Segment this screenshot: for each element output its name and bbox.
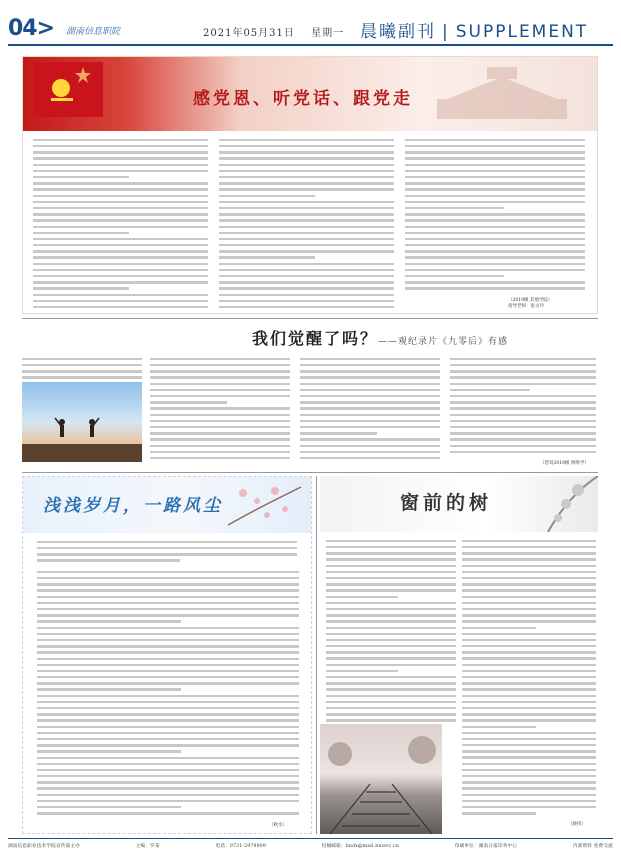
text-column: [22, 356, 142, 381]
article-byline: （晓彤）: [568, 822, 586, 827]
party-flag-icon: [33, 62, 103, 117]
article-byline: [508, 297, 552, 309]
byline-author: （2019级 其他学院）: [508, 298, 553, 303]
silhouette-photo: [22, 382, 142, 462]
article-banner: [23, 477, 311, 533]
section-title: 晨曦副刊 | SUPPLEMENT: [360, 22, 589, 42]
footer-issue: 内部资料 免费交流: [572, 844, 613, 849]
article-byline: （秋水）: [269, 823, 287, 828]
divider: [22, 318, 598, 319]
article-awakened: [22, 322, 598, 470]
text-column: [37, 569, 299, 817]
text-column: [450, 356, 596, 455]
divider: [22, 472, 598, 473]
text-column: [326, 538, 456, 724]
page-number: 04>: [8, 16, 55, 41]
article-tree: [320, 476, 598, 834]
title-main: 我们觉醒了吗？: [252, 329, 379, 348]
text-column: [33, 137, 208, 310]
issue-date: [203, 24, 344, 39]
header-rule: [8, 44, 613, 46]
article-years: [22, 476, 312, 834]
railway-photo: [320, 724, 442, 834]
footer-sponsor: 湖南信息职业技术学院宣传部主办: [8, 844, 80, 849]
text-column: [405, 137, 585, 292]
section-cn: 晨曦副刊: [360, 22, 436, 42]
footer-editor: 主编：罗某: [135, 844, 160, 849]
footer-printer: 印刷单位：湖南日报印务中心: [454, 844, 518, 849]
article-byline: （您说2019级 网络学）: [540, 461, 589, 466]
plum-blossom-icon: [223, 481, 303, 529]
article-title: 感党恩、听党话、跟党走: [193, 89, 413, 109]
school-brand: 湖南信息职院: [66, 27, 121, 37]
article-title: 浅浅岁月，一路风尘: [43, 496, 223, 516]
text-column: [37, 539, 297, 564]
article-gratitude: [22, 56, 598, 314]
weekday-text: 星期一: [311, 28, 345, 39]
tree-branch-icon: [518, 476, 598, 532]
text-column: [300, 356, 440, 461]
footer-email: 投稿邮箱：hndx@mail.hnisvc.cn: [321, 844, 399, 849]
text-column: [219, 137, 394, 310]
tiananmen-silhouette-icon: [427, 59, 577, 125]
article-title: 窗前的树: [400, 492, 493, 514]
text-column: [462, 538, 596, 816]
article-banner: [23, 57, 597, 131]
article-banner: [320, 476, 598, 532]
section-en: SUPPLEMENT: [455, 22, 589, 42]
title-sub: ——观纪录片《九零后》有感: [378, 337, 509, 347]
page-footer: [8, 838, 613, 849]
date-text: 2021年05月31日: [203, 28, 295, 39]
footer-phone: 电话：0731-2979909: [215, 844, 266, 849]
text-column: [150, 356, 290, 461]
byline-editor: 指导老师：张文玲: [508, 304, 544, 309]
article-title: [252, 326, 508, 349]
page-header: [0, 0, 621, 44]
column-divider: [316, 476, 317, 834]
